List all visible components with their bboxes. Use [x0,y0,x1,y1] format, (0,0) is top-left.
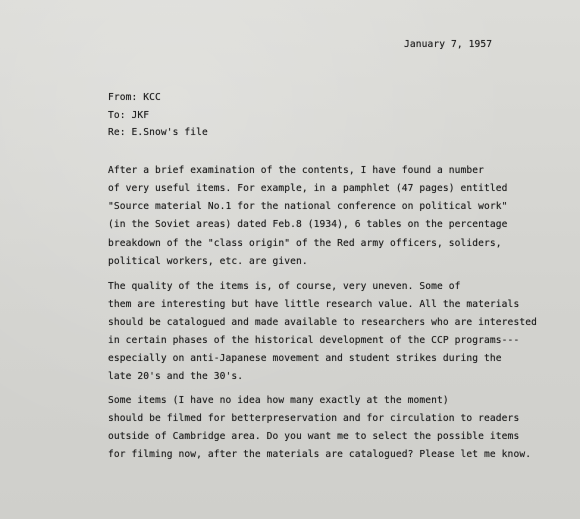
body-line: of very useful items. For example, in a pamphlet (47 pages) entitled [108,183,508,194]
body-line: "Source material No.1 for the national conference on political work" [108,201,508,212]
body-line: late 20's and the 30's. [108,371,244,382]
body-line: especially on anti-Japanese movement and student strikes during the [108,353,502,364]
memo-from: From: KCC [108,92,161,103]
body-line: breakdown of the "class origin" of the Red army officers, soliders, [108,238,502,249]
memo-subject: Re: E.Snow's file [108,127,208,138]
body-line: (in the Soviet areas) dated Feb.8 (1934), 6 tables on the percentage [108,219,508,230]
body-line: outside of Cambridge area. Do you want me to select the possible items [108,431,520,442]
body-line: in certain phases of the historical development of the CCP programs--- [108,335,520,346]
memo-to: To: JKF [108,110,150,121]
body-line: for filming now, after the materials are catalogued? Please let me know. [108,449,532,460]
body-line: After a brief examination of the contents, I have found a number [108,165,485,176]
body-line: them are interesting but have little research value. All the materials [108,299,520,310]
body-line: political workers, etc. are given. [108,256,308,267]
memo-date: January 7, 1957 [404,39,493,50]
body-line: should be filmed for betterpreservation and for circulation to readers [108,413,520,424]
body-line: should be catalogued and made available to researchers who are interested [108,317,537,328]
body-line: Some items (I have no idea how many exactly at the moment) [108,395,449,406]
body-line: The quality of the items is, of course, very uneven. Some of [108,281,461,292]
